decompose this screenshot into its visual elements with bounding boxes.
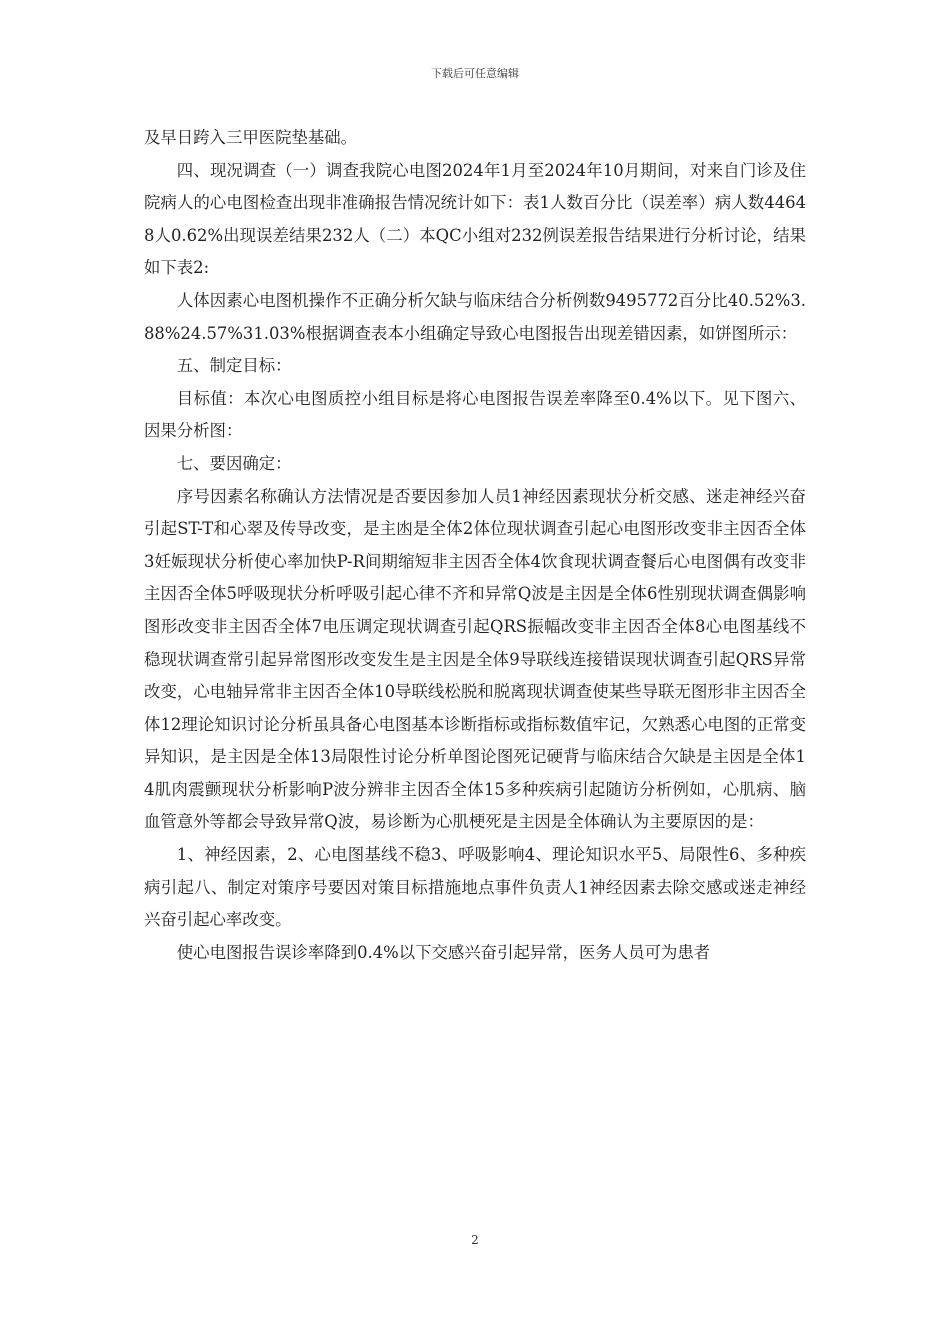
page-number: 2 — [471, 1233, 479, 1247]
paragraph-6: 七、要因确定： — [176, 453, 292, 473]
paragraph-8: 1、神经因素，2、心电图基线不稳3、呼吸影响4、理论知识水平5、局限性6、多种疾病引起八、制定对策序号要因对策目标措施地点事件负责人1神经因素去除交感或迷走神经兴奋引起心率改变。 — [144, 845, 806, 930]
page-header: 下载后可任意编辑 — [431, 67, 519, 80]
paragraph-9: 使心电图报告误诊率降到0.4%以下交感兴奋引起异常，医务人员可为患者 — [176, 942, 711, 962]
document-body — [144, 122, 806, 969]
paragraph-1: 及早日跨入三甲医院垫基础。 — [144, 128, 358, 147]
paragraph-2: 四、现况调查（一）调查我院心电图2024年1月至2024年10月期间，对来自门诊及住院病人的心电图检查出现非准确报告情况统计如下：表1人数百分比（误差率）病人数44648人0.62%出现误差结果232人（二）本QC小组对232例误差报告结果进行分析讨论，结果如下表2: — [144, 160, 806, 278]
paragraph-7: 序号因素名称确认方法情况是否要因参加人员1神经因素现状分析交感、迷走神经兴奋引起ST-T和心翠及传导改变，是主凼是全体2体位现状调查引起心电图形改变非主因否全体3妊娠现状分析使心率加快P-R间期缩短非主因否全体4饮食现状调查餐后心电图偶有改变非主因否全体5呼吸现状分析呼吸引起心律不齐和异常Q波是主因是全体6性别现状调查偶影响图形改变非主因否全体7电压调定现状调查引起QRS振幅改变非主因否全体8心电图基线不稳现状调查常引起异常图形改变发生是主因是全体9导联线连接错误现状调查引起QRS异常改变，心电轴异常非主因否全体10导联线松脱和脱离现状调查使某些导联无图形非主因否全体12理论知识讨论分析虽具备心电图基本诊断指标或指标数值牢记，欠熟悉心电图的正常变异知识，是主因是全体13局限性讨论分析单图论图死记硬背与临床结合欠缺是主因是全体14肌肉震颤现状分析影响P波分辨非主因否全体15多种疾病引起随访分析例如，心肌病、脑血管意外等都会导致异常Q波，易诊断为心肌梗死是主因是全体确认为主要原因的是： — [144, 486, 806, 832]
paragraph-3: 人体因素心电图机操作不正确分析欠缺与临床结合分析例数9495772百分比40.52%3.88%24.57%31.03%根据调查表本小组确定导致心电图报告出现差错因素，如饼图所示： — [144, 290, 806, 343]
paragraph-5: 目标值：本次心电图质控小组目标是将心电图报告误差率降至0.4%以下。见下图六、因果分析图： — [144, 388, 806, 441]
paragraph-4: 五、制定目标： — [176, 356, 292, 376]
